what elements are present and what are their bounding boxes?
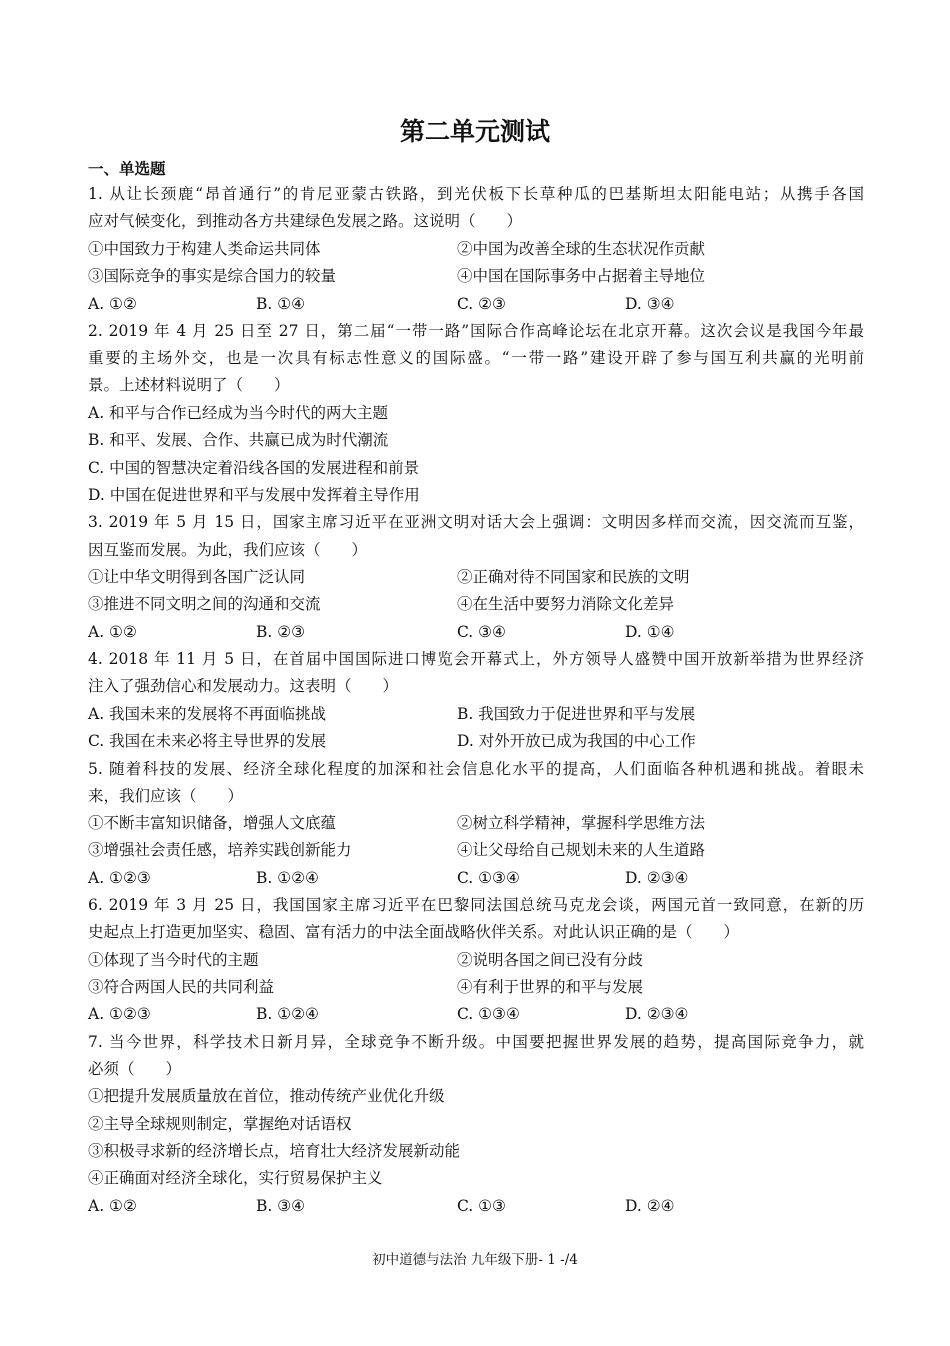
q2-stem-line: 景。上述材料说明了（ ）	[88, 376, 290, 394]
q3-stem-line: 3. 2019 年 5 月 15 日，国家主席习近平在亚洲文明对话大会上强调：文明因多样而交流，因交流而互鉴，	[88, 513, 864, 531]
q3-statement: ④在生活中要努力消除文化差异	[457, 595, 675, 613]
q1-option-b: B. ①④	[256, 295, 306, 313]
q5-stem-line: 来，我们应该（ ）	[88, 787, 244, 805]
q6-statement: ④有利于世界的和平与发展	[457, 978, 644, 996]
q2-option-b: B. 和平、发展、合作、共赢已成为时代潮流	[88, 431, 389, 449]
section-heading: 一、单选题	[88, 159, 166, 178]
q1-option-a: A. ①②	[88, 295, 137, 313]
q7-statement: ②主导全球规则制定，掌握绝对话语权	[88, 1115, 352, 1133]
q5-option-c: C. ①③④	[457, 869, 520, 887]
q5-statement: ④让父母给自己规划未来的人生道路	[457, 841, 706, 859]
q3-statement: ②正确对待不同国家和民族的文明	[457, 568, 690, 586]
q7-statement: ③积极寻求新的经济增长点，培育壮大经济发展新动能	[88, 1142, 461, 1160]
q5-option-a: A. ①②③	[88, 869, 151, 887]
q6-statement: ③符合两国人民的共同利益	[88, 978, 275, 996]
q6-option-a: A. ①②③	[88, 1005, 151, 1023]
q3-option-b: B. ②③	[256, 623, 306, 641]
q5-statement: ①不断丰富知识储备，增强人文底蕴	[88, 814, 337, 832]
q1-statement: ④中国在国际事务中占据着主导地位	[457, 267, 706, 285]
q1-statement: ③国际竞争的事实是综合国力的较量	[88, 267, 337, 285]
q4-option-a: A. 我国未来的发展将不再面临挑战	[88, 705, 327, 723]
q5-statement: ②树立科学精神，掌握科学思维方法	[457, 814, 706, 832]
q1-statement: ①中国致力于构建人类命运共同体	[88, 240, 321, 258]
q5-option-d: D. ②③④	[625, 869, 689, 887]
q7-statement: ①把提升发展质量放在首位，推动传统产业优化升级	[88, 1087, 445, 1105]
q1-option-c: C. ②③	[457, 295, 506, 313]
q1-option-d: D. ③④	[625, 295, 675, 313]
q2-option-a: A. 和平与合作已经成为当今时代的两大主题	[88, 404, 389, 422]
q5-stem-line: 5. 随着科技的发展、经济全球化程度的加深和社会信息化水平的提高，人们面临各种机遇和挑战。着眼未	[88, 760, 864, 778]
q6-stem-line: 6. 2019 年 3 月 25 日，我国国家主席习近平在巴黎同法国总统马克龙会谈，两国元首一致同意，在新的历	[88, 896, 864, 914]
q6-stem-line: 史起点上打造更加坚实、稳固、富有活力的中法全面战略伙伴关系。对此认识正确的是（ ）	[88, 923, 740, 941]
q3-stem-line: 因互鉴而发展。为此，我们应该（ ）	[88, 541, 368, 559]
q1-stem-line: 应对气候变化，到推动各方共建绿色发展之路。这说明（ ）	[88, 212, 523, 230]
q4-option-c: C. 我国在未来必将主导世界的发展	[88, 732, 327, 750]
q7-option-b: B. ③④	[256, 1197, 306, 1215]
q7-statement: ④正确面对经济全球化，实行贸易保护主义	[88, 1169, 383, 1187]
q2-stem-line: 重要的主场外交，也是一次具有标志性意义的国际盛。“一带一路”建设开辟了参与国互利共赢的光明前	[88, 349, 864, 367]
q4-stem-line: 注入了强劲信心和发展动力。这表明（ ）	[88, 677, 399, 695]
q6-statement: ①体现了当今时代的主题	[88, 951, 259, 969]
page-title: 第二单元测试	[399, 117, 550, 146]
q7-option-d: D. ②④	[625, 1197, 675, 1215]
q3-statement: ①让中华文明得到各国广泛认同	[88, 568, 306, 586]
q5-statement: ③增强社会责任感，培养实践创新能力	[88, 841, 352, 859]
q1-statement: ②中国为改善全球的生态状况作贡献	[457, 240, 706, 258]
q3-option-c: C. ③④	[457, 623, 506, 641]
q6-option-b: B. ①②④	[256, 1005, 319, 1023]
q7-stem-line: 必须（ ）	[88, 1060, 182, 1078]
q7-stem-line: 7. 当今世界，科学技术日新月异，全球竞争不断升级。中国要把握世界发展的趋势，提高国际竞争力，就	[88, 1033, 864, 1051]
q3-option-a: A. ①②	[88, 623, 137, 641]
q6-option-c: C. ①③④	[457, 1005, 520, 1023]
q5-option-b: B. ①②④	[256, 869, 319, 887]
q4-option-b: B. 我国致力于促进世界和平与发展	[457, 705, 696, 723]
q7-option-c: C. ①③	[457, 1197, 506, 1215]
q3-statement: ③推进不同文明之间的沟通和交流	[88, 595, 321, 613]
q1-stem-line: 1. 从让长颈鹿“昂首通行”的肯尼亚蒙古铁路，到光伏板下长草种瓜的巴基斯坦太阳能电站；从携手各国	[88, 185, 864, 203]
q2-option-c: C. 中国的智慧决定着沿线各国的发展进程和前景	[88, 459, 420, 477]
q4-stem-line: 4. 2018 年 11 月 5 日，在首届中国国际进口博览会开幕式上，外方领导人盛赞中国开放新举措为世界经济	[88, 650, 864, 668]
q2-stem-line: 2. 2019 年 4 月 25 日至 27 日，第二届“一带一路”国际合作高峰论坛在北京开幕。这次会议是我国今年最	[88, 322, 864, 340]
q7-option-a: A. ①②	[88, 1197, 137, 1215]
q3-option-d: D. ①④	[625, 623, 675, 641]
q6-statement: ②说明各国之间已没有分歧	[457, 951, 644, 969]
q4-option-d: D. 对外开放已成为我国的中心工作	[457, 732, 696, 750]
page-footer: 初中道德与法治 九年级下册- 1 -/4	[372, 1252, 578, 1268]
q2-option-d: D. 中国在促进世界和平与发展中发挥着主导作用	[88, 486, 420, 504]
q6-option-d: D. ②③④	[625, 1005, 689, 1023]
